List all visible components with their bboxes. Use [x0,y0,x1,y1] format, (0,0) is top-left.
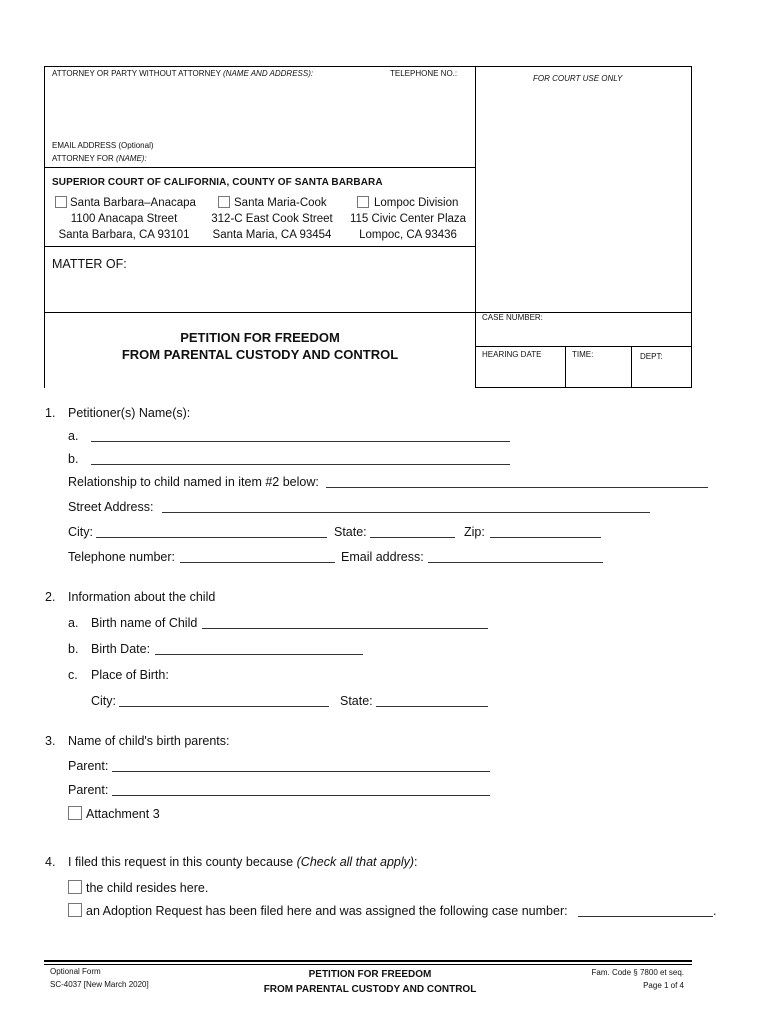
location-city-anacapa: Santa Barbara, CA 93101 [58,229,190,241]
location-name-lompoc: Lompoc Division [374,197,459,209]
footer-title-line2: FROM PARENTAL CUSTODY AND CONTROL [263,984,477,995]
parent1-field[interactable] [112,771,490,772]
footer-title-line1: PETITION FOR FREEDOM [308,969,432,980]
court-name: SUPERIOR COURT OF CALIFORNIA, COUNTY OF SANTA BARBARA [52,177,383,188]
item2-c: c. [68,668,78,682]
adoption-request-label: an Adoption Request has been filed here and was assigned the following case number: [86,904,568,918]
matter-of-label: MATTER OF: [52,257,127,271]
adoption-request-end: . [713,904,717,918]
zip-label: Zip: [464,525,485,539]
birth-state-label: State: [340,694,373,708]
telephone-field[interactable] [180,562,335,563]
attorney-for-text: ATTORNEY FOR [52,154,114,163]
item1-number: 1. [45,406,56,420]
birth-name-label: Birth name of Child [91,616,198,630]
attorney-label [52,69,313,78]
item3-label: Name of child's birth parents: [68,734,230,748]
email-address-label: Email address: [341,550,424,564]
location-street-lompoc: 115 Civic Center Plaza [349,213,467,225]
location-checkbox-anacapa[interactable] [55,196,67,208]
city-field[interactable] [96,537,327,538]
footer-page-number: Page 1 of 4 [643,981,684,990]
birth-date-field[interactable] [155,654,363,655]
birth-date-label: Birth Date: [91,642,151,656]
attorney-for-label [52,154,147,163]
attorney-for-italic: (NAME): [116,154,147,163]
item1-a: a. [68,429,79,443]
parent2-field[interactable] [112,795,490,796]
telephone-number-label: Telephone number: [68,550,176,564]
footer-fam-code: Fam. Code § 7800 et seq. [591,968,684,977]
street-field[interactable] [162,512,650,513]
item4-label-italic: (Check all that apply) [296,855,415,869]
adoption-case-number-field[interactable] [578,916,713,917]
item4-number: 4. [45,855,56,869]
footer-form-id: SC-4037 [New March 2020] [50,980,149,989]
zip-field[interactable] [490,537,601,538]
item2-number: 2. [45,590,56,604]
footer-rule-thin [44,964,692,965]
item2-b: b. [68,642,79,656]
location-checkbox-lompoc[interactable] [357,196,369,208]
email-field[interactable] [428,562,603,563]
street-label: Street Address: [68,500,154,514]
birth-name-field[interactable] [202,628,488,629]
adoption-request-checkbox[interactable] [68,903,82,917]
footer-rule-thick [44,960,692,962]
email-label: EMAIL ADDRESS (Optional) [52,141,154,150]
birth-city-label: City: [91,694,116,708]
item4-label-text: I filed this request in this county because [68,855,294,869]
attorney-label-italic: (NAME AND ADDRESS): [223,69,314,78]
item3-number: 3. [45,734,56,748]
place-of-birth-label: Place of Birth: [91,668,169,682]
location-street-anacapa: 1100 Anacapa Street [70,213,178,225]
item4-label-end: : [414,855,418,869]
parent2-label: Parent: [68,783,109,797]
dept-label: DEPT: [640,352,663,361]
telephone-label: TELEPHONE NO.: [390,69,458,78]
location-name-santa-maria: Santa Maria-Cook [234,197,327,209]
attorney-label-text: ATTORNEY OR PARTY WITHOUT ATTORNEY [52,69,221,78]
item1-label: Petitioner(s) Name(s): [68,406,191,420]
case-number-label: CASE NUMBER: [482,313,543,322]
court-use-label: FOR COURT USE ONLY [533,74,623,83]
location-city-lompoc: Lompoc, CA 93436 [359,229,457,241]
item2-a: a. [68,616,79,630]
parent1-label: Parent: [68,759,109,773]
child-resides-checkbox[interactable] [68,880,82,894]
location-street-santa-maria: 312-C East Cook Street [211,213,333,225]
footer-optional-form: Optional Form [50,967,101,976]
state-label: State: [334,525,367,539]
relationship-field[interactable] [326,487,708,488]
relationship-label: Relationship to child named in item #2 below: [68,475,319,489]
location-checkbox-santa-maria[interactable] [218,196,230,208]
birth-city-field[interactable] [119,706,329,707]
location-name-anacapa: Santa Barbara–Anacapa [70,197,196,209]
item1-b: b. [68,452,79,466]
petitioner-a-field[interactable] [91,441,510,442]
attachment-3-checkbox[interactable] [68,806,82,820]
form-title-line1: PETITION FOR FREEDOM [180,330,340,345]
birth-state-field[interactable] [376,706,488,707]
form-title-line2: FROM PARENTAL CUSTODY AND CONTROL [121,347,399,362]
location-city-santa-maria: Santa Maria, CA 93454 [212,229,332,241]
item4-label [68,855,418,869]
time-label: TIME: [572,350,594,359]
item2-label: Information about the child [68,590,216,604]
hearing-date-label: HEARING DATE [482,350,542,359]
city-label: City: [68,525,93,539]
child-resides-label: the child resides here. [86,881,209,895]
attachment-3-label: Attachment 3 [86,807,160,821]
petitioner-b-field[interactable] [91,464,510,465]
state-field[interactable] [370,537,455,538]
